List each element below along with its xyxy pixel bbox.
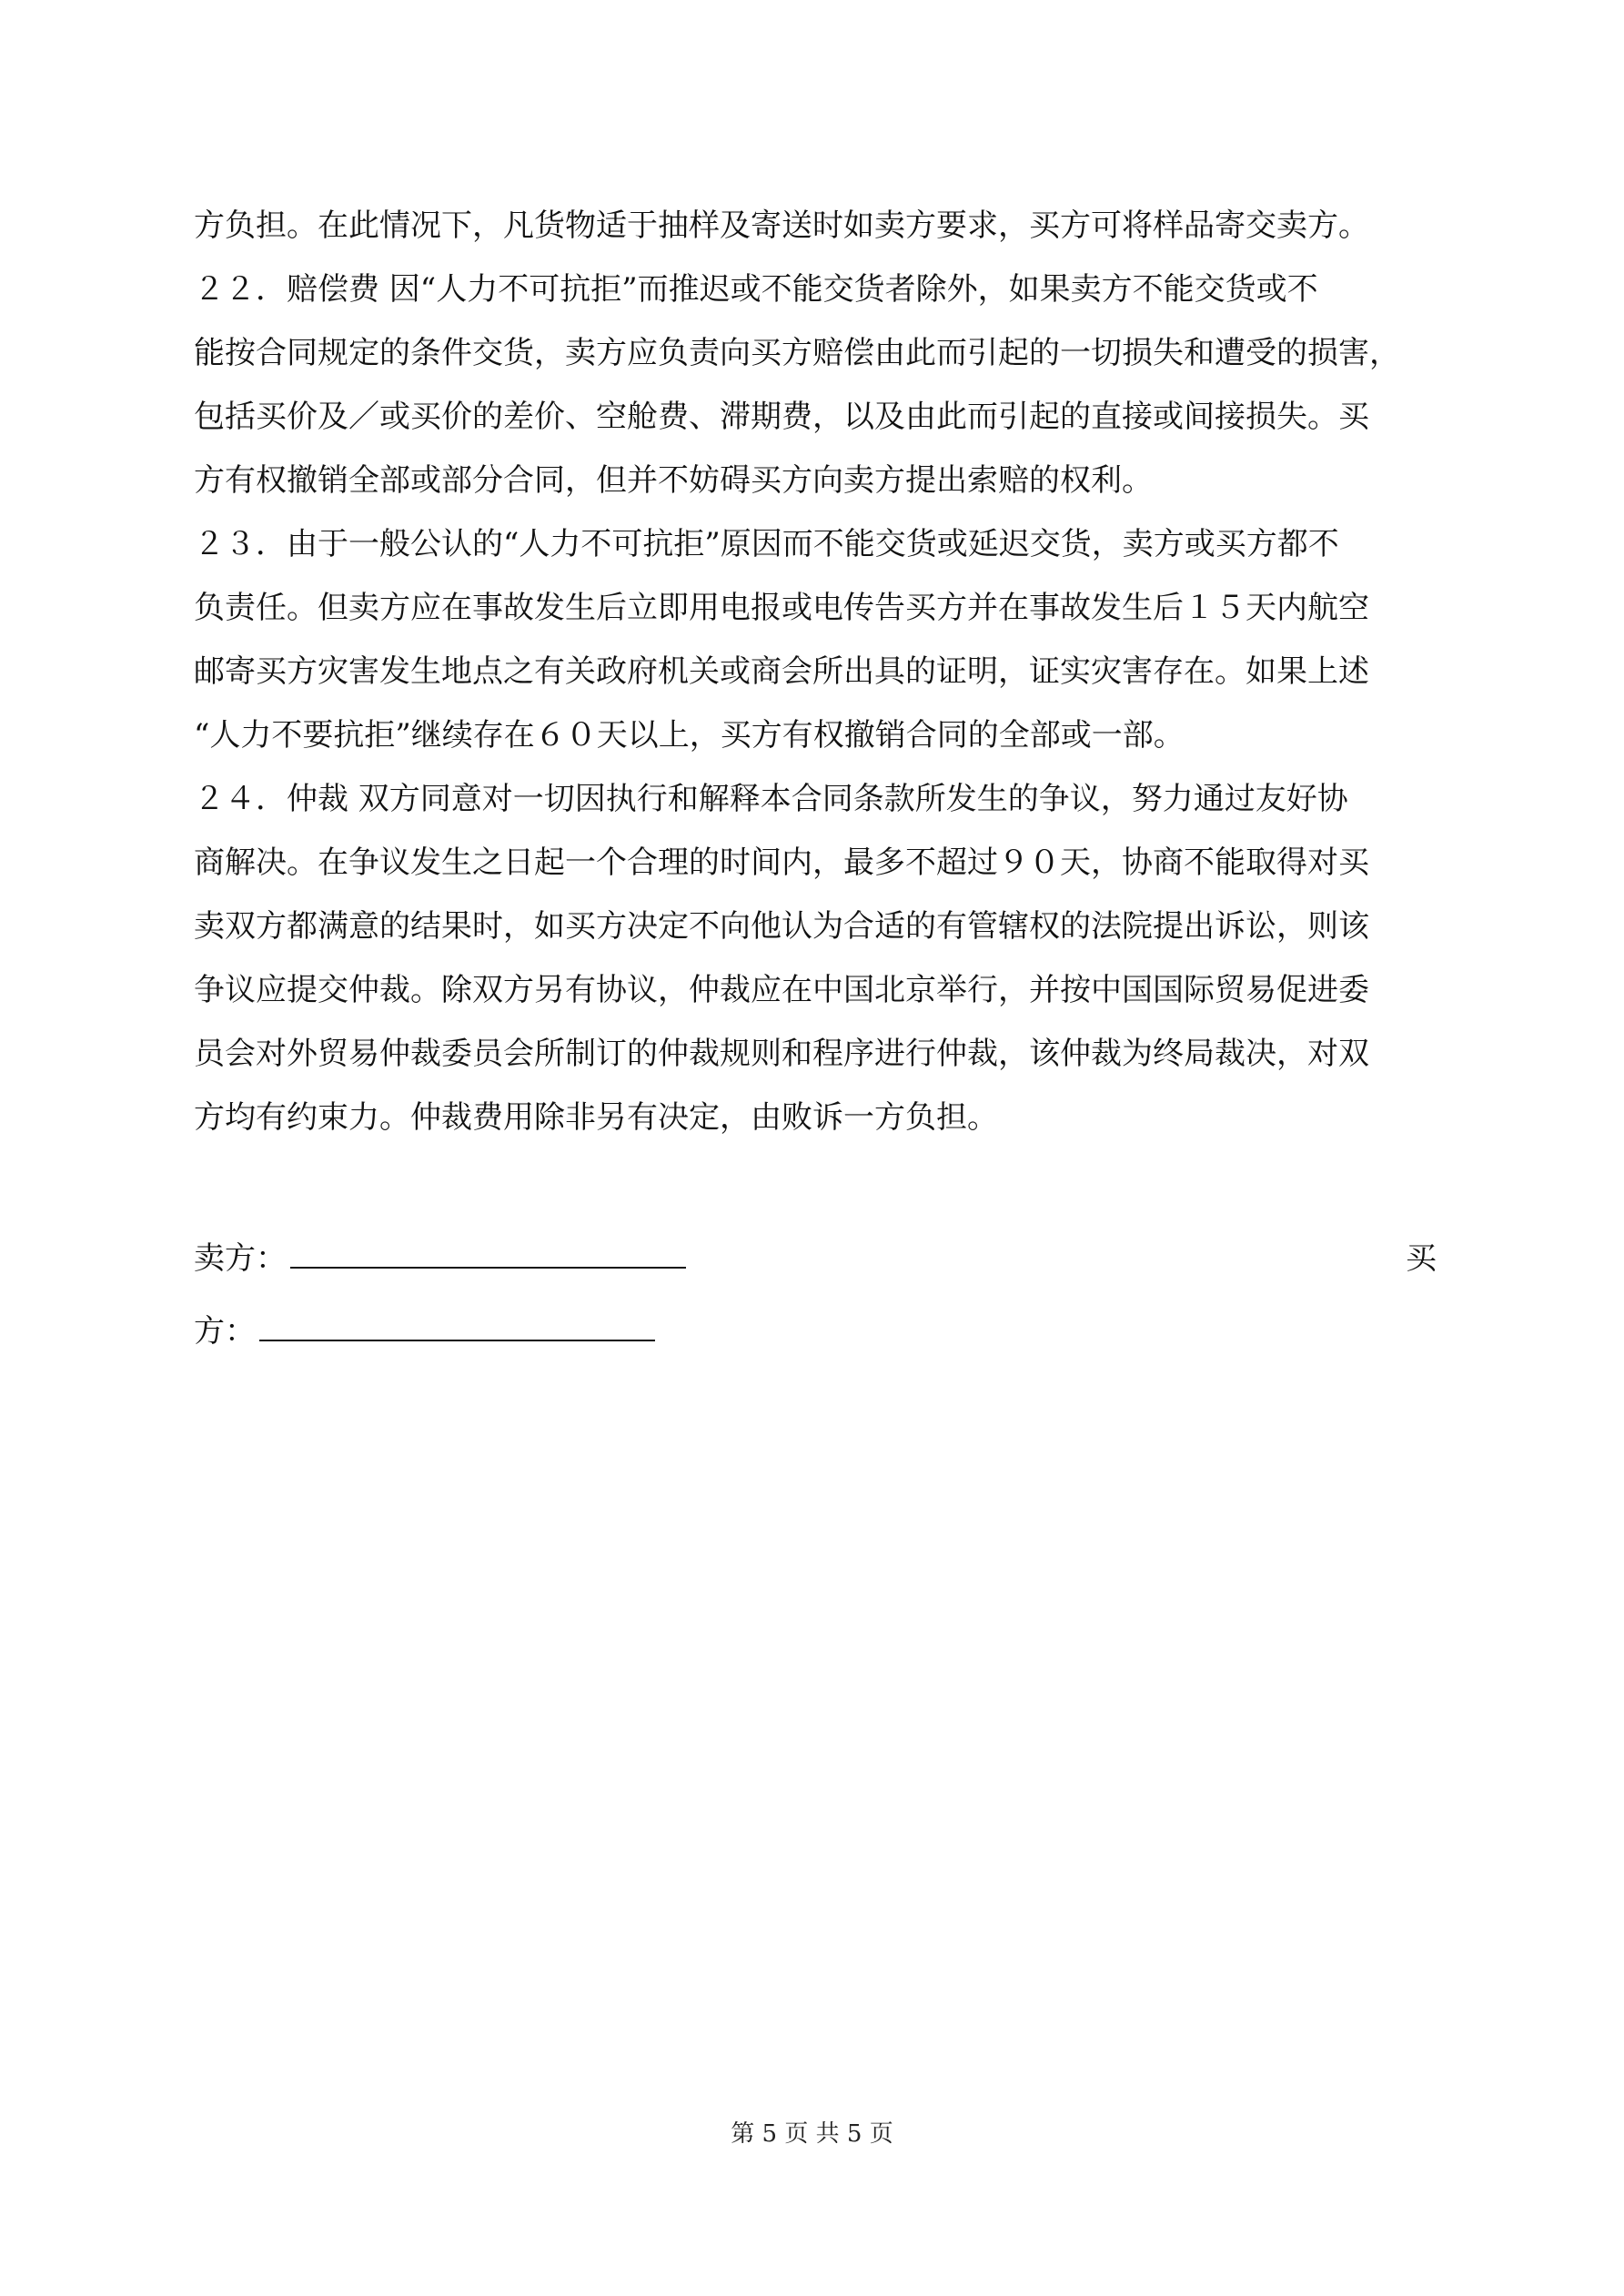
signature-block [194,1222,1440,1368]
body-line: 能按合同规定的条件交货，卖方应负责向买方赔偿由此而引起的一切损失和遭受的损害， [194,335,1400,371]
body-line: 争议应提交仲裁。除双方另有协议，仲裁应在中国北京举行，并按中国国际贸易促进委 [194,972,1369,1008]
body-line: 包括买价及／或买价的差价、空舱费、滞期费，以及由此而引起的直接或间接损失。买 [194,399,1369,435]
buyer-signature-blank [259,1312,655,1341]
body-line: 负责任。但卖方应在事故发生后立即用电报或电传告买方并在事故发生后１５天内航空 [194,590,1369,626]
body-line: 方有权撤销全部或部分合同，但并不妨碍买方向卖方提出索赔的权利。 [194,462,1153,499]
seller-signature-blank [290,1239,686,1269]
body-line: 方负担。在此情况下，凡货物适于抽样及寄送时如卖方要求，买方可将样品寄交卖方。 [194,207,1369,244]
buyer-label-end: 方： [194,1313,256,1350]
seller-signature-line [194,1222,1440,1295]
seller-label: 卖方： [194,1240,287,1277]
body-line: ２４．仲裁 双方同意对一切因执行和解释本合同条款所发生的争议，努力通过友好协 [194,781,1348,817]
body-line: 邮寄买方灾害发生地点之有关政府机关或商会所出具的证明，证实灾害存在。如果上述 [194,653,1369,690]
page-footer: 第 5 页 共 5 页 [731,2120,893,2148]
body-line: 方均有约束力。仲裁费用除非另有决定，由败诉一方负担。 [194,1099,998,1136]
contract-body [194,194,1440,1149]
buyer-signature-line [194,1295,1440,1368]
body-line: 员会对外贸易仲裁委员会所制订的仲裁规则和程序进行仲裁，该仲裁为终局裁决，对双 [194,1036,1369,1072]
body-line: 卖双方都满意的结果时，如买方决定不向他认为合适的有管辖权的法院提出诉讼，则该 [194,908,1369,945]
buyer-label-start: 买 [1406,1240,1437,1277]
body-line: 商解决。在争议发生之日起一个合理的时间内，最多不超过９０天，协商不能取得对买 [194,845,1369,881]
body-line: ２２．赔偿费 因“人力不可抗拒”而推迟或不能交货者除外，如果卖方不能交货或不 [194,271,1318,308]
body-line: “人力不要抗拒”继续存在６０天以上，买方有权撤销合同的全部或一部。 [194,717,1185,754]
body-line: ２３．由于一般公认的“人力不可抗拒”原因而不能交货或延迟交货，卖方或买方都不 [194,526,1339,562]
